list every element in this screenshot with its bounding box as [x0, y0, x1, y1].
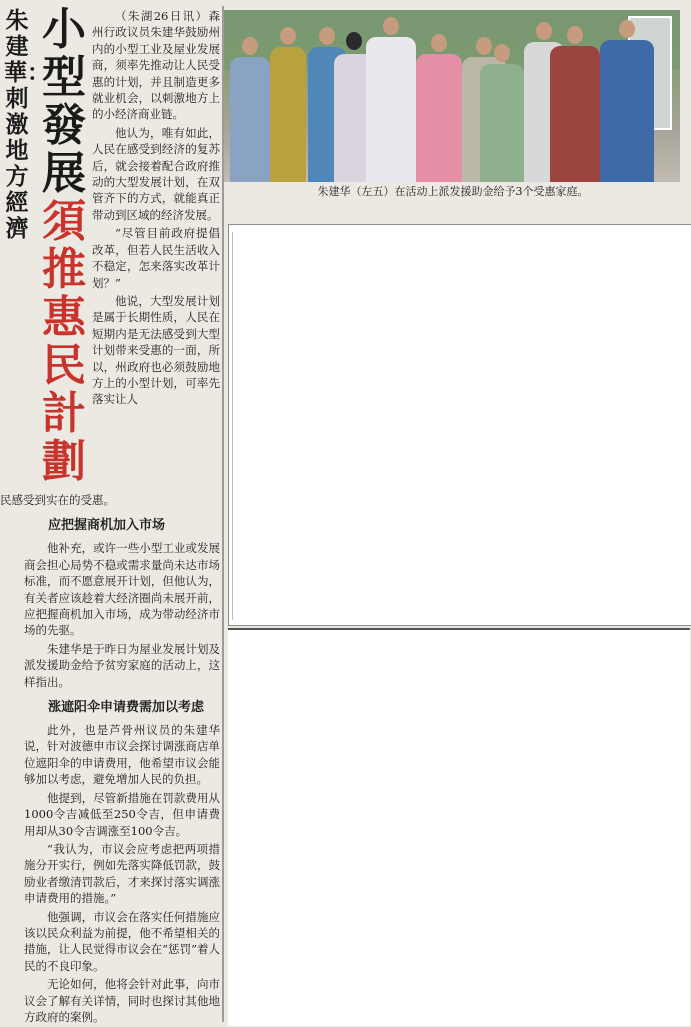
paragraph: “尽管目前政府提倡改革，但若人民生活收入不稳定，怎来落实改革计划？” [92, 226, 220, 290]
photo-person [550, 46, 600, 182]
paragraph: 无论如何，他将会针对此事，向市议会了解有关详情，同时也探讨其他地方政府的案例。 [24, 977, 220, 1024]
paragraph: 此外，也是芦骨州议员的朱建华说，针对波德申市议会探讨调涨商店单位遮阳伞的申请费用，他希望市议会能够加以考虑，避免增加人民的负担。 [24, 723, 220, 787]
article-column-top [92, 8, 220, 410]
paragraph: 他认为，唯有如此，人民在感受到经济的复苏后，就会接着配合政府推动的大型发展计划，在双管齐下的方式，就能真正带动到区域的经济发展。 [92, 125, 220, 222]
paragraph: 他说，大型发展计划是属于长期性质，人民在短期内是无法感受到大型计划带来受惠的一面，所以，州政府也必须鼓励地方上的小型计划，可率先落实让人 [92, 293, 220, 407]
photo-person [230, 57, 270, 182]
blank-panel-bottom [228, 628, 690, 1026]
paragraph: 他补充，或许一些小型工业或发展商会担心局势不稳或需求量尚未达市场标准，而不愿意展开计划，但他认为，有关者应该趁着大经济圈尚未展开前，应把握商机加入市场，成为带动经济市场的先驱。 [24, 541, 220, 638]
paragraph: 朱建华是于昨日为屋业发展计划及派发援助金给予贫穷家庭的活动上，这样指出。 [24, 641, 220, 689]
photo-person [416, 54, 462, 182]
subheading-2: 涨遮阳伞申请费需加以考虑 [48, 700, 205, 716]
headline [40, 6, 88, 486]
paragraph: “我认为，市议会应考虑把两项措施分开实行，例如先落实降低罚款，鼓励业者缴清罚款后，才来探讨落实调涨申请费用的措施。” [24, 841, 220, 906]
subheading-1: 应把握商机加入市场 [48, 518, 166, 534]
news-photo [224, 10, 680, 182]
blank-panel-top [228, 224, 691, 626]
photo-caption: 朱建华（左五）在活动上派发援助金给予3个受惠家庭。 [317, 185, 589, 198]
article-column-bottom [0, 492, 220, 1027]
headline-part1: 小型發展 [42, 4, 86, 199]
photo-person [600, 40, 654, 182]
paragraph: （朱湖26日讯）森州行政议员朱建华鼓励州内的小型工业及屋业发展商，须率先推动让人民受惠的计划，并且制造更多就业机会，以刺激地方上的小经济商业链。 [92, 9, 220, 122]
paragraph: 他提到，尽管新措施在罚款费用从1000令吉减低至250令吉，但申请费用却从30令吉调涨至100令吉。 [24, 790, 220, 838]
headline-part2: 須推惠民計劃 [42, 196, 86, 487]
paragraph: 他强调，市议会在落实任何措施应该以民众利益为前提，他不希望相关的措施，让人民觉得市议会在“惩罚”着人民的不良印象。 [24, 909, 220, 973]
photo-person [480, 64, 524, 182]
photo-person [270, 47, 306, 182]
paragraph-tail: 民感受到实在的受惠。 [0, 493, 115, 507]
kicker-vertical: 朱建華：刺激地方經濟 [4, 8, 50, 242]
panel-divider [232, 232, 233, 620]
photo-person [366, 37, 416, 182]
